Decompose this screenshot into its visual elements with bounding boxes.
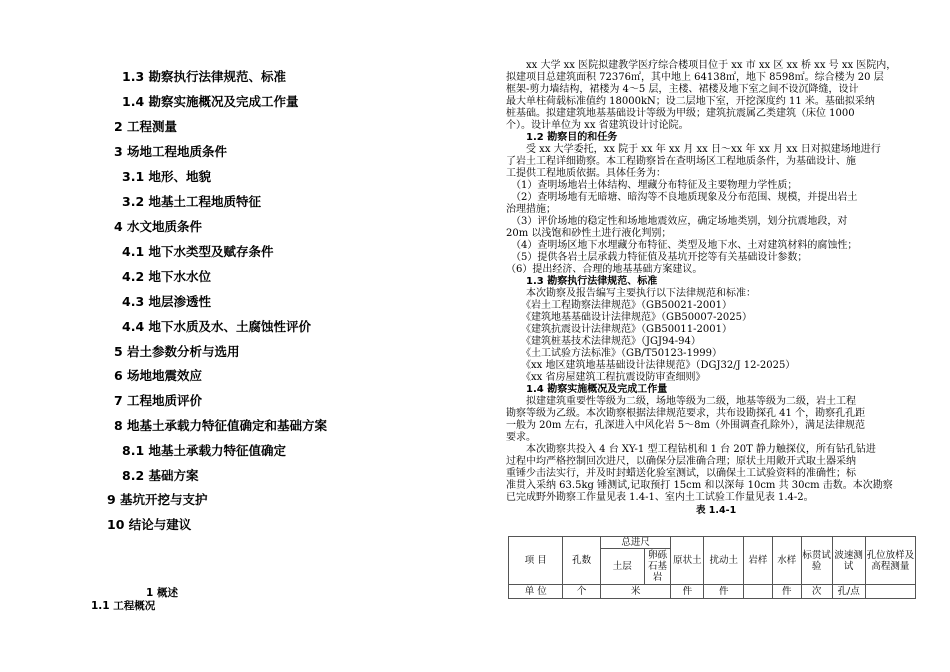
toc-item-1-3[interactable]: 1.3 勘察执行法律规范、标准 bbox=[122, 69, 286, 84]
header-holes: 孔数 bbox=[563, 537, 600, 585]
body-line: （2）查明场地有无暗塘、暗沟等不良地质现象及分布范围、规模，并提出岩土 bbox=[506, 192, 858, 203]
heading-1-4: 1.4 勘察实施概况及完成工作量 bbox=[506, 384, 668, 395]
toc-item-7[interactable]: 7 工程地质评价 bbox=[114, 393, 203, 408]
heading-1-2: 1.2 勘察目的和任务 bbox=[506, 132, 618, 143]
body-line: 勘察等级为乙级。本次勘察根据法律规范要求，共布设勘探孔 41 个，勘察孔孔距 bbox=[506, 408, 866, 419]
header-soil: 土层 bbox=[600, 549, 644, 585]
body-line: 本次勘察共投入 4 台 XY-1 型工程钻机和 1 台 20T 静力触探仪，所有钻孔钻进 bbox=[506, 444, 876, 455]
body-line: 拟建项目总建筑面积 72376㎡，其中地上 64138㎡，地下 8598㎡。综合楼为 20 层 bbox=[506, 72, 884, 83]
toc-item-4-4[interactable]: 4.4 地下水质及水、土腐蚀性评价 bbox=[122, 319, 311, 334]
toc-item-4-1[interactable]: 4.1 地下水类型及赋存条件 bbox=[122, 244, 274, 259]
unit-cell: 件 bbox=[671, 585, 704, 599]
unit-cell-empty bbox=[743, 585, 772, 599]
header-undisturbed: 原状土 bbox=[671, 537, 704, 585]
standard-item: 《建筑桩基技术法律规范》（JGJ94-94） bbox=[506, 336, 701, 347]
table-of-contents bbox=[0, 0, 470, 672]
body-line: （5）提供各岩土层承载力特征值及基坑开挖等有关基础设计参数； bbox=[506, 252, 808, 263]
unit-cell: 单 位 bbox=[509, 585, 563, 599]
body-line: 最大单柱荷载标准值约 18000kN；设二层地下室，开挖深度约 11 米。基础拟采纳 bbox=[506, 96, 875, 107]
standard-item: 《土工试验方法标准》（GB/T50123-1999） bbox=[506, 348, 723, 359]
toc-item-4-3[interactable]: 4.3 地层渗透性 bbox=[122, 294, 211, 309]
toc-item-5[interactable]: 5 岩土参数分析与选用 bbox=[114, 344, 240, 359]
subsection-title: 1.1 工程概况 bbox=[91, 600, 156, 612]
body-line: 已完成野外勘察工作量见表 1.4-1、室内土工试验工作量见表 1.4-2。 bbox=[506, 492, 814, 503]
body-line: 治理措施； bbox=[506, 204, 556, 215]
toc-item-10[interactable]: 10 结论与建议 bbox=[107, 517, 192, 532]
unit-cell-empty bbox=[865, 585, 915, 599]
body-line: 桩基础。拟建建筑地基基础设计等级为甲级；建筑抗震属乙类建筑（床位 1000 bbox=[506, 108, 855, 119]
toc-item-8[interactable]: 8 地基土承载力特征值确定和基础方案 bbox=[114, 418, 328, 433]
toc-item-2[interactable]: 2 工程测量 bbox=[114, 119, 178, 134]
header-rock: 卵砾石基岩 bbox=[644, 549, 671, 585]
body-line: （6）提出经济、合理的地基基础方案建议。 bbox=[506, 264, 703, 275]
body-line: 一般为 20m 左右，孔深进入中风化岩 5～8m（外围调查孔除外），满足法律规范 bbox=[506, 420, 865, 431]
toc-item-3[interactable]: 3 场地工程地质条件 bbox=[114, 144, 228, 159]
header-spt: 标贯试验 bbox=[801, 537, 832, 585]
body-line: 20m 以浅饱和砂性土进行液化判别； bbox=[506, 228, 672, 239]
heading-1-3: 1.3 勘察执行法律规范、标准 bbox=[506, 276, 658, 287]
toc-item-8-1[interactable]: 8.1 地基土承载力特征值确定 bbox=[122, 443, 286, 458]
toc-item-8-2[interactable]: 8.2 基础方案 bbox=[122, 468, 199, 483]
body-line: （3）评价场地的稳定性和场地地震效应，确定场地类别，划分抗震地段，对 bbox=[506, 216, 848, 227]
body-line: 个）。设计单位为 xx 省建筑设计讨论院。 bbox=[506, 120, 689, 131]
toc-item-3-2[interactable]: 3.2 地基土工程地质特征 bbox=[122, 194, 261, 209]
body-line: 拟建建筑重要性等级为二级，场地等级为二级，地基等级为二级，岩土工程 bbox=[506, 396, 856, 407]
unit-cell: 孔/点 bbox=[832, 585, 865, 599]
standard-item: 《岩土工程勘察法律规范》（GB50021-2001） bbox=[506, 300, 732, 311]
unit-cell: 个 bbox=[563, 585, 600, 599]
header-wave: 波速测试 bbox=[832, 537, 865, 585]
unit-cell: 米 bbox=[600, 585, 671, 599]
toc-item-3-1[interactable]: 3.1 地形、地貌 bbox=[122, 169, 211, 184]
section-title: 1 概述 bbox=[146, 587, 178, 599]
header-rock-sample: 岩样 bbox=[743, 537, 772, 585]
header-water-sample: 水样 bbox=[772, 537, 801, 585]
body-line: （4）查明场区地下水埋藏分布特征、类型及地下水、土对建筑材料的腐蚀性； bbox=[506, 240, 858, 251]
toc-item-1-4[interactable]: 1.4 勘察实施概况及完成工作量 bbox=[122, 94, 299, 109]
table-caption: 表 1.4-1 bbox=[696, 505, 737, 516]
toc-item-4-2[interactable]: 4.2 地下水水位 bbox=[122, 269, 211, 284]
body-line: （1）查明场地岩土体结构、埋藏分布特征及主要物理力学性质； bbox=[506, 180, 798, 191]
header-item: 项 目 bbox=[509, 537, 563, 585]
body-line: xx 大学 xx 医院拟建教学医疗综合楼项目位于 xx 市 xx 区 xx 桥 xx 号 xx 医院内， bbox=[506, 60, 897, 71]
unit-cell: 次 bbox=[801, 585, 832, 599]
body-line: 框架-剪力墙结构，裙楼为 4～5 层，主楼、裙楼及地下室之间不设沉降缝，设计 bbox=[506, 84, 859, 95]
header-disturbed: 扰动土 bbox=[704, 537, 744, 585]
workload-table bbox=[508, 536, 916, 599]
standard-item: 《建筑抗震设计法律规范》（GB50011-2001） bbox=[506, 324, 732, 335]
body-line: 工提供工程地质依据。具体任务为： bbox=[506, 168, 666, 179]
body-line: 过程中均严格控制回次进尺，以确保分层准确合理；原状土用敞开式取土器采纳 bbox=[506, 456, 856, 467]
standard-item: 《建筑地基基础设计法律规范》（GB50007-2025） bbox=[506, 312, 752, 323]
header-footage: 总进尺 bbox=[600, 537, 671, 549]
toc-item-9[interactable]: 9 基坑开挖与支护 bbox=[107, 492, 208, 507]
unit-cell: 件 bbox=[704, 585, 744, 599]
body-line: 重锤少击法实行，并及时封蜡送化验室测试，以确保土工试验资料的准确性；标 bbox=[506, 468, 856, 479]
body-line: 受 xx 大学委托，xx 院于 xx 年 xx 月 xx 日～xx 年 xx 月 xx 日对拟建场地进行 bbox=[506, 144, 881, 155]
standard-item: 《xx 地区建筑地基基础设计法律规范》（DGJ32/J 12-2025） bbox=[506, 360, 796, 371]
body-line: 本次勘察及报告编写主要执行以下法律规范和标准： bbox=[506, 288, 756, 299]
standard-item: 《xx 省房屋建筑工程抗震设防审查细则》 bbox=[506, 372, 706, 383]
body-line: 准贯入采纳 63.5kg 锤测试,记取预打 15cm 和以深每 10cm 共 30cm 击数。本次勘察 bbox=[506, 480, 893, 491]
unit-cell: 件 bbox=[772, 585, 801, 599]
header-survey: 孔位放样及高程测量 bbox=[865, 537, 915, 585]
body-line: 了岩土工程详细勘察。本工程勘察旨在查明场区工程地质条件，为基础设计、施 bbox=[506, 156, 856, 167]
toc-item-6[interactable]: 6 场地地震效应 bbox=[114, 368, 203, 383]
body-line: 要求。 bbox=[506, 432, 536, 443]
toc-item-4[interactable]: 4 水文地质条件 bbox=[114, 219, 203, 234]
